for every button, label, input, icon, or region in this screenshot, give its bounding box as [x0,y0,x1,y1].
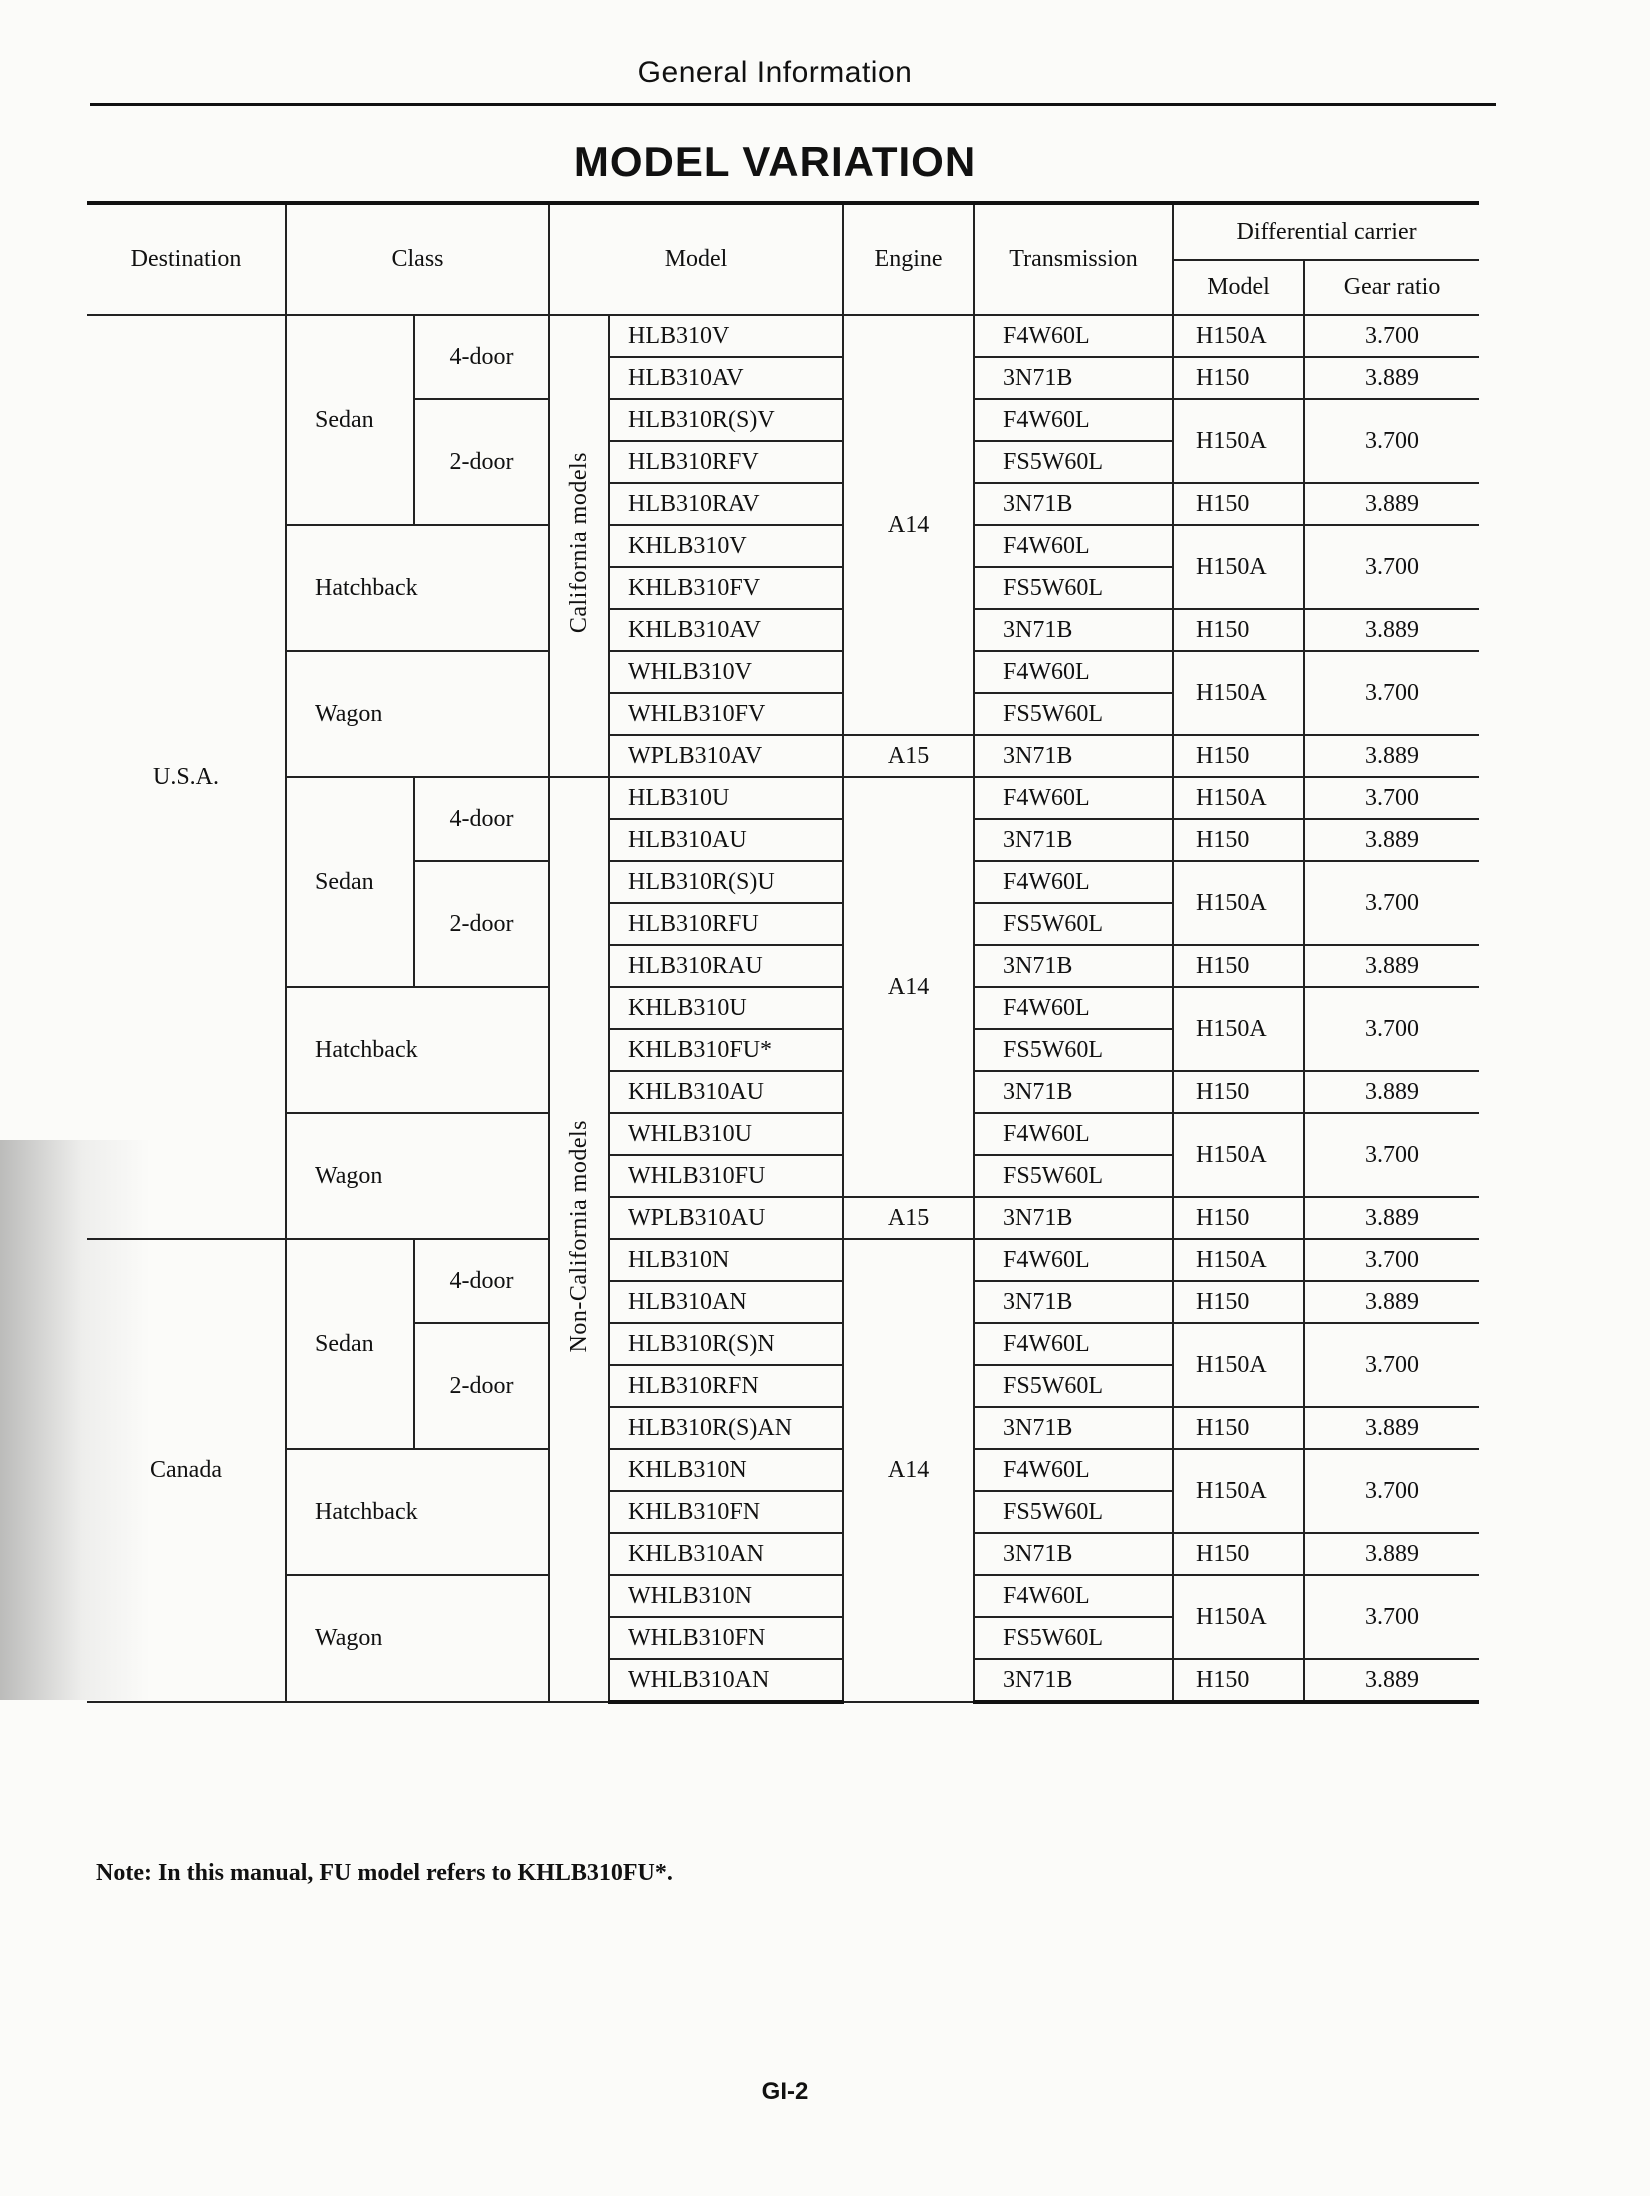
gear-ratio-cell: 3.700 [1304,777,1479,819]
model-cell: HLB310RFN [609,1365,843,1407]
diff-model-cell: H150 [1173,357,1304,399]
class-wagon: Wagon [286,1575,549,1702]
model-cell: WHLB310FV [609,693,843,735]
model-cell: WHLB310FN [609,1617,843,1659]
door-4: 4-door [414,777,549,861]
diff-model-cell: H150A [1173,1239,1304,1281]
model-cell: HLB310N [609,1239,843,1281]
engine-cell: A15 [843,735,974,777]
model-cell: HLB310R(S)V [609,399,843,441]
gear-ratio-cell: 3.700 [1304,1575,1479,1659]
gear-ratio-cell: 3.889 [1304,819,1479,861]
table-row [87,1575,1479,1617]
transmission-cell: 3N71B [974,483,1173,525]
class-wagon: Wagon [286,651,549,777]
header-transmission: Transmission [974,203,1173,315]
gear-ratio-cell: 3.889 [1304,1071,1479,1113]
transmission-cell: FS5W60L [974,1617,1173,1659]
class-hatchback: Hatchback [286,1449,549,1575]
gear-ratio-cell: 3.889 [1304,609,1479,651]
transmission-cell: F4W60L [974,1575,1173,1617]
diff-model-cell: H150 [1173,1533,1304,1575]
transmission-cell: F4W60L [974,987,1173,1029]
model-cell: HLB310R(S)AN [609,1407,843,1449]
header-gear-ratio: Gear ratio [1304,260,1479,315]
header-rule [90,103,1496,106]
model-cell: KHLB310AN [609,1533,843,1575]
model-cell: HLB310AN [609,1281,843,1323]
group-california-label: California models [565,451,592,634]
model-cell: KHLB310V [609,525,843,567]
transmission-cell: F4W60L [974,1113,1173,1155]
class-hatchback: Hatchback [286,987,549,1113]
transmission-cell: 3N71B [974,1071,1173,1113]
header-engine: Engine [843,203,974,315]
transmission-cell: 3N71B [974,735,1173,777]
model-cell: WHLB310V [609,651,843,693]
diff-model-cell: H150A [1173,315,1304,357]
door-4: 4-door [414,1239,549,1323]
diff-model-cell: H150 [1173,1659,1304,1702]
model-cell: HLB310AV [609,357,843,399]
model-cell: HLB310V [609,315,843,357]
model-cell: HLB310R(S)U [609,861,843,903]
model-cell: KHLB310FU* [609,1029,843,1071]
model-cell: HLB310RAV [609,483,843,525]
class-wagon: Wagon [286,1113,549,1239]
diff-model-cell: H150A [1173,525,1304,609]
model-cell: WHLB310N [609,1575,843,1617]
diff-model-cell: H150 [1173,819,1304,861]
header-model: Model [549,203,843,315]
engine-cell: A14 [843,315,974,735]
gear-ratio-cell: 3.889 [1304,945,1479,987]
header-destination: Destination [87,203,286,315]
model-cell: WHLB310U [609,1113,843,1155]
transmission-cell: FS5W60L [974,1029,1173,1071]
model-cell: KHLB310FV [609,567,843,609]
table-row [87,777,1479,819]
footnote: Note: In this manual, FU model refers to KHLB310FU*. [96,1860,673,1886]
transmission-cell: FS5W60L [974,903,1173,945]
destination-usa: U.S.A. [87,315,286,1239]
transmission-cell: 3N71B [974,609,1173,651]
page-number: GI-2 [761,2078,809,2105]
header-diff-model: Model [1173,260,1304,315]
model-cell: WPLB310AV [609,735,843,777]
diff-model-cell: H150A [1173,861,1304,945]
diff-model-cell: H150 [1173,609,1304,651]
gear-ratio-cell: 3.889 [1304,483,1479,525]
class-sedan: Sedan [286,1239,414,1449]
table-row [87,987,1479,1029]
gear-ratio-cell: 3.700 [1304,1239,1479,1281]
transmission-cell: F4W60L [974,1449,1173,1491]
transmission-cell: F4W60L [974,1323,1173,1365]
transmission-cell: 3N71B [974,357,1173,399]
model-cell: WHLB310FU [609,1155,843,1197]
table-row [87,651,1479,693]
door-2: 2-door [414,861,549,987]
model-cell: HLB310R(S)N [609,1323,843,1365]
door-4: 4-door [414,315,549,399]
group-non-california-label: Non-California models [565,1119,592,1353]
model-cell: WPLB310AU [609,1197,843,1239]
gear-ratio-cell: 3.889 [1304,735,1479,777]
gear-ratio-cell: 3.700 [1304,1323,1479,1407]
transmission-cell: 3N71B [974,1281,1173,1323]
transmission-cell: F4W60L [974,399,1173,441]
class-sedan: Sedan [286,315,414,525]
group-california [549,315,609,777]
transmission-cell: F4W60L [974,777,1173,819]
transmission-cell: FS5W60L [974,1491,1173,1533]
transmission-cell: F4W60L [974,315,1173,357]
model-cell: KHLB310N [609,1449,843,1491]
diff-model-cell: H150A [1173,987,1304,1071]
diff-model-cell: H150 [1173,945,1304,987]
door-2: 2-door [414,1323,549,1449]
diff-model-cell: H150 [1173,483,1304,525]
transmission-cell: FS5W60L [974,567,1173,609]
engine-cell: A15 [843,1197,974,1239]
page-title: MODEL VARIATION [573,138,977,185]
model-cell: WHLB310AN [609,1659,843,1702]
model-cell: KHLB310AU [609,1071,843,1113]
gear-ratio-cell: 3.700 [1304,1113,1479,1197]
model-cell: KHLB310U [609,987,843,1029]
diff-model-cell: H150A [1173,1323,1304,1407]
transmission-cell: 3N71B [974,945,1173,987]
model-cell: HLB310RFV [609,441,843,483]
transmission-cell: FS5W60L [974,441,1173,483]
diff-model-cell: H150 [1173,735,1304,777]
transmission-cell: F4W60L [974,525,1173,567]
class-hatchback: Hatchback [286,525,549,651]
diff-model-cell: H150A [1173,1113,1304,1197]
model-cell: KHLB310FN [609,1491,843,1533]
door-2: 2-door [414,399,549,525]
model-cell: HLB310U [609,777,843,819]
gear-ratio-cell: 3.889 [1304,1197,1479,1239]
transmission-cell: F4W60L [974,651,1173,693]
header-differential-carrier: Differential carrier [1173,203,1479,260]
engine-cell: A14 [843,1239,974,1702]
transmission-cell: 3N71B [974,819,1173,861]
diff-model-cell: H150A [1173,399,1304,483]
diff-model-cell: H150A [1173,651,1304,735]
diff-model-cell: H150A [1173,1449,1304,1533]
model-cell: KHLB310AV [609,609,843,651]
table-row [87,1449,1479,1491]
model-cell: HLB310RFU [609,903,843,945]
transmission-cell: 3N71B [974,1407,1173,1449]
header-class: Class [286,203,549,315]
transmission-cell: FS5W60L [974,1155,1173,1197]
gear-ratio-cell: 3.889 [1304,357,1479,399]
model-cell: HLB310AU [609,819,843,861]
diff-model-cell: H150A [1173,1575,1304,1659]
gear-ratio-cell: 3.889 [1304,1533,1479,1575]
gear-ratio-cell: 3.700 [1304,987,1479,1071]
transmission-cell: F4W60L [974,1239,1173,1281]
transmission-cell: FS5W60L [974,1365,1173,1407]
gear-ratio-cell: 3.889 [1304,1407,1479,1449]
transmission-cell: FS5W60L [974,693,1173,735]
table-row [87,1239,1479,1281]
transmission-cell: 3N71B [974,1659,1173,1702]
gear-ratio-cell: 3.700 [1304,315,1479,357]
gear-ratio-cell: 3.889 [1304,1281,1479,1323]
table-row [87,1113,1479,1155]
diff-model-cell: H150 [1173,1197,1304,1239]
diff-model-cell: H150A [1173,777,1304,819]
diff-model-cell: H150 [1173,1071,1304,1113]
diff-model-cell: H150 [1173,1407,1304,1449]
section-header: General Information [637,56,913,89]
gear-ratio-cell: 3.700 [1304,861,1479,945]
gear-ratio-cell: 3.700 [1304,651,1479,735]
transmission-cell: 3N71B [974,1197,1173,1239]
group-non-california [549,777,609,1702]
table-row [87,525,1479,567]
transmission-cell: 3N71B [974,1533,1173,1575]
model-variation-table [87,201,1479,1704]
gear-ratio-cell: 3.889 [1304,1659,1479,1702]
engine-cell: A14 [843,777,974,1197]
gear-ratio-cell: 3.700 [1304,525,1479,609]
model-cell: HLB310RAU [609,945,843,987]
destination-canada: Canada [87,1239,286,1702]
diff-model-cell: H150 [1173,1281,1304,1323]
gear-ratio-cell: 3.700 [1304,1449,1479,1533]
class-sedan: Sedan [286,777,414,987]
transmission-cell: F4W60L [974,861,1173,903]
gear-ratio-cell: 3.700 [1304,399,1479,483]
table-row [87,315,1479,357]
